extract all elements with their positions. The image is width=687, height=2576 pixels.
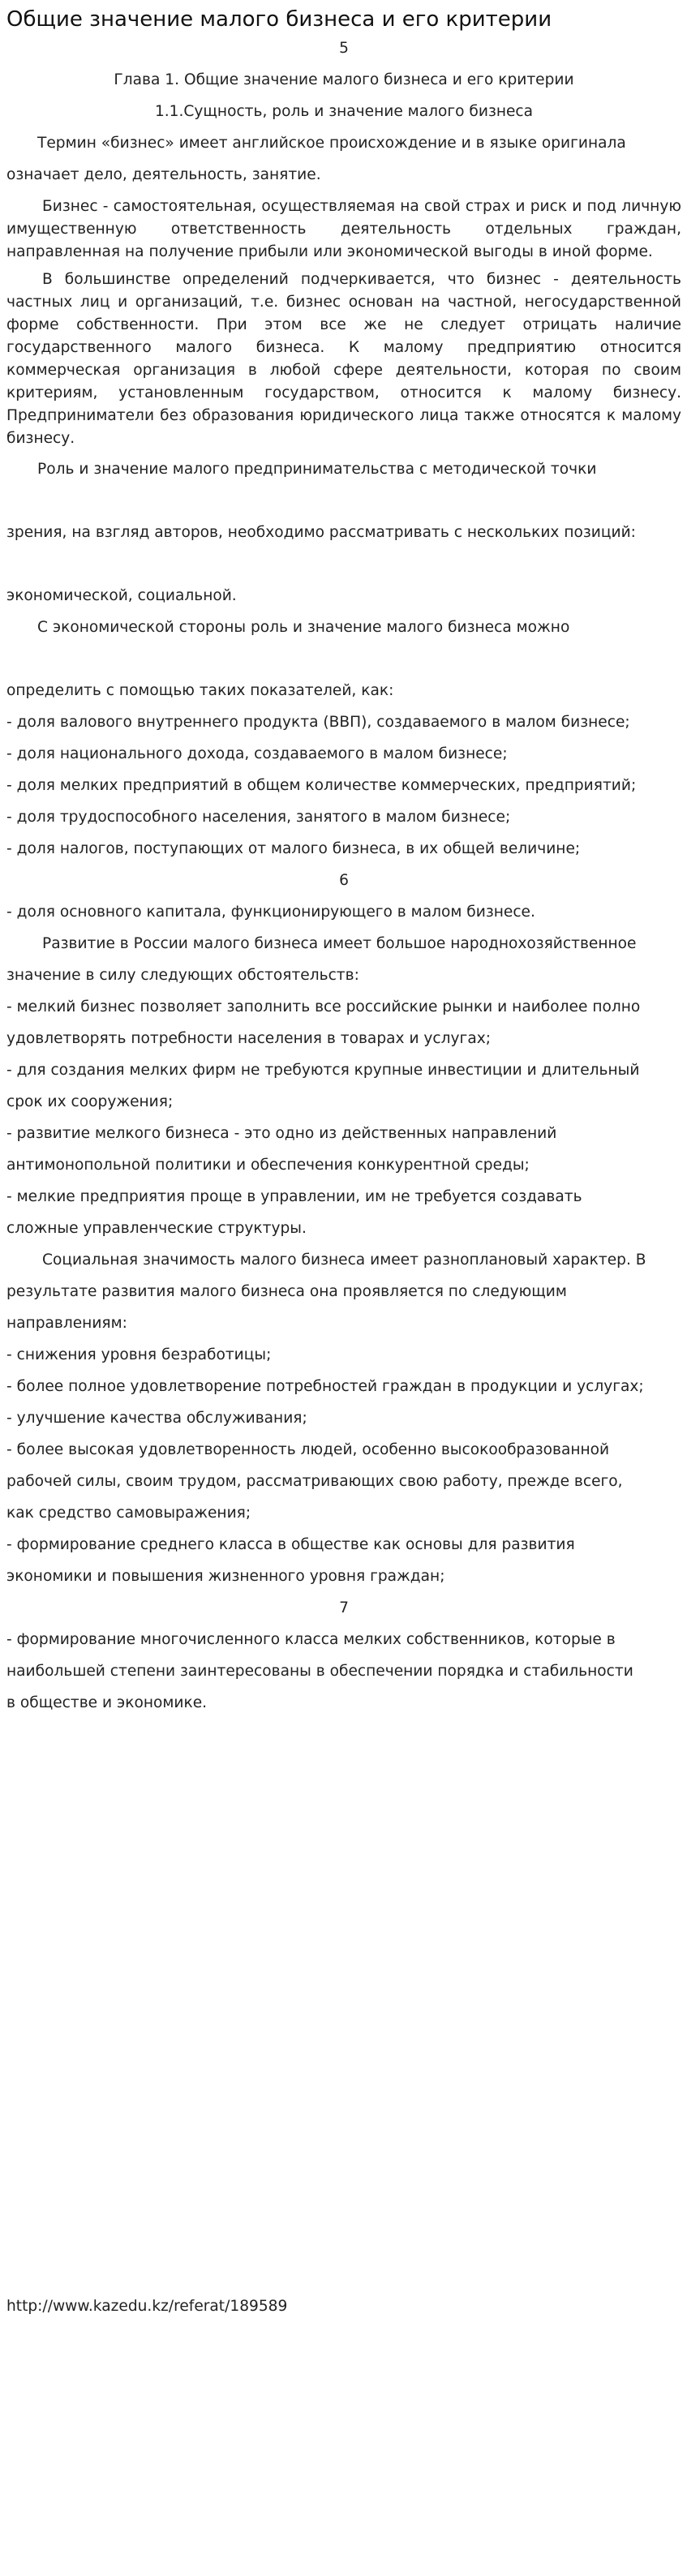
paragraph-line: С экономической стороны роль и значение малого бизнеса можно — [37, 619, 570, 636]
paragraph-line: Социальная значимость малого бизнеса имеет разноплановый характер. В — [42, 1252, 646, 1269]
list-item: рабочей силы, своим трудом, рассматривающих свою работу, прежде всего, — [6, 1473, 623, 1490]
list-item: - мелкий бизнес позволяет заполнить все российские рынки и наиболее полно — [6, 998, 641, 1015]
list-item: - формирование среднего класса в обществе как основы для развития — [6, 1536, 575, 1553]
page-number: 5 — [339, 40, 349, 57]
page-number: 7 — [339, 1599, 349, 1616]
paragraph-line: значение в силу следующих обстоятельств: — [6, 967, 359, 984]
paragraph-line: результате развития малого бизнеса она проявляется по следующим — [6, 1283, 567, 1300]
list-item: - доля национального дохода, создаваемого в малом бизнесе; — [6, 745, 508, 762]
chapter-heading: Глава 1. Общие значение малого бизнеса и его критерии — [114, 71, 574, 88]
list-item: - улучшение качества обслуживания; — [6, 1410, 307, 1427]
list-item: - доля мелких предприятий в общем количестве коммерческих, предприятий; — [6, 777, 637, 794]
paragraph-line: Роль и значение малого предпринимательства с методической точки — [37, 461, 597, 478]
paragraph: Бизнес - самостоятельная, осуществляемая на свой страх и риск и под личную имущественную ответственность деятельность отдельных граждан, направленная на получение прибыли или экономической выгоды в иной форме. — [6, 198, 681, 260]
list-item: антимонопольной политики и обеспечения конкурентной среды; — [6, 1157, 530, 1174]
list-item: экономики и повышения жизненного уровня граждан; — [6, 1568, 445, 1585]
paragraph-line: Развитие в России малого бизнеса имеет большое народнохозяйственное — [42, 935, 637, 952]
paragraph: В большинстве определений подчеркивается, что бизнес - деятельность частных лиц и организаций, т.е. бизнес основан на частной, негосударственной форме собственности. При этом все же не следует отрицать наличие государственного малого бизнеса. К малому предприятию относится коммерческая организация в любой сфере деятельности, которая по своим критериям, установленным государством, относится к малому бизнесу. Предприниматели без образования юридического лица также относятся к малому бизнесу. — [6, 271, 681, 447]
document-body — [6, 0, 681, 1719]
list-item: - для создания мелких фирм не требуются крупные инвестиции и длительный — [6, 1062, 640, 1079]
list-item: - более высокая удовлетворенность людей, особенно высокообразованной — [6, 1441, 610, 1458]
section-heading: 1.1.Сущность, роль и значение малого бизнеса — [154, 103, 534, 120]
paragraph-line: направлениям: — [6, 1315, 127, 1332]
list-item: - развитие мелкого бизнеса - это одно из действенных направлений — [6, 1125, 557, 1142]
list-item: - более полное удовлетворение потребностей граждан в продукции и услугах; — [6, 1378, 644, 1395]
paragraph-line: Термин «бизнес» имеет английское происхождение и в языке оригинала — [37, 135, 626, 152]
paragraph-line: определить с помощью таких показателей, как: — [6, 682, 394, 699]
list-item: - доля валового внутреннего продукта (ВВП), создаваемого в малом бизнесе; — [6, 714, 630, 731]
page-number: 6 — [339, 872, 349, 889]
list-item: - доля основного капитала, функционирующего в малом бизнесе. — [6, 904, 535, 921]
list-item: - формирование многочисленного класса мелких собственников, которые в — [6, 1631, 616, 1648]
list-item: удовлетворять потребности населения в товарах и услугах; — [6, 1030, 491, 1047]
list-item: - доля налогов, поступающих от малого бизнеса, в их общей величине; — [6, 840, 581, 857]
paragraph-line: означает дело, деятельность, занятие. — [6, 166, 321, 183]
source-url: http://www.kazedu.kz/referat/189589 — [6, 2298, 288, 2315]
paragraph-line: экономической, социальной. — [6, 587, 237, 604]
list-item: как средство самовыражения; — [6, 1505, 251, 1522]
list-item: - снижения уровня безработицы; — [6, 1346, 272, 1363]
list-item: - мелкие предприятия проще в управлении, им не требуется создавать — [6, 1188, 582, 1205]
list-item: сложные управленческие структуры. — [6, 1220, 307, 1237]
list-item: срок их сооружения; — [6, 1093, 174, 1110]
spacer — [6, 485, 681, 517]
spacer — [6, 643, 681, 675]
list-item: наибольшей степени заинтересованы в обеспечении порядка и стабильности — [6, 1663, 633, 1680]
spacer — [6, 548, 681, 580]
document-title: Общие значение малого бизнеса и его критерии — [6, 7, 552, 32]
paragraph-line: зрения, на взгляд авторов, необходимо рассматривать с нескольких позиций: — [6, 524, 636, 541]
list-item: в обществе и экономике. — [6, 1694, 208, 1711]
list-item: - доля трудоспособного населения, занятого в малом бизнесе; — [6, 809, 511, 826]
